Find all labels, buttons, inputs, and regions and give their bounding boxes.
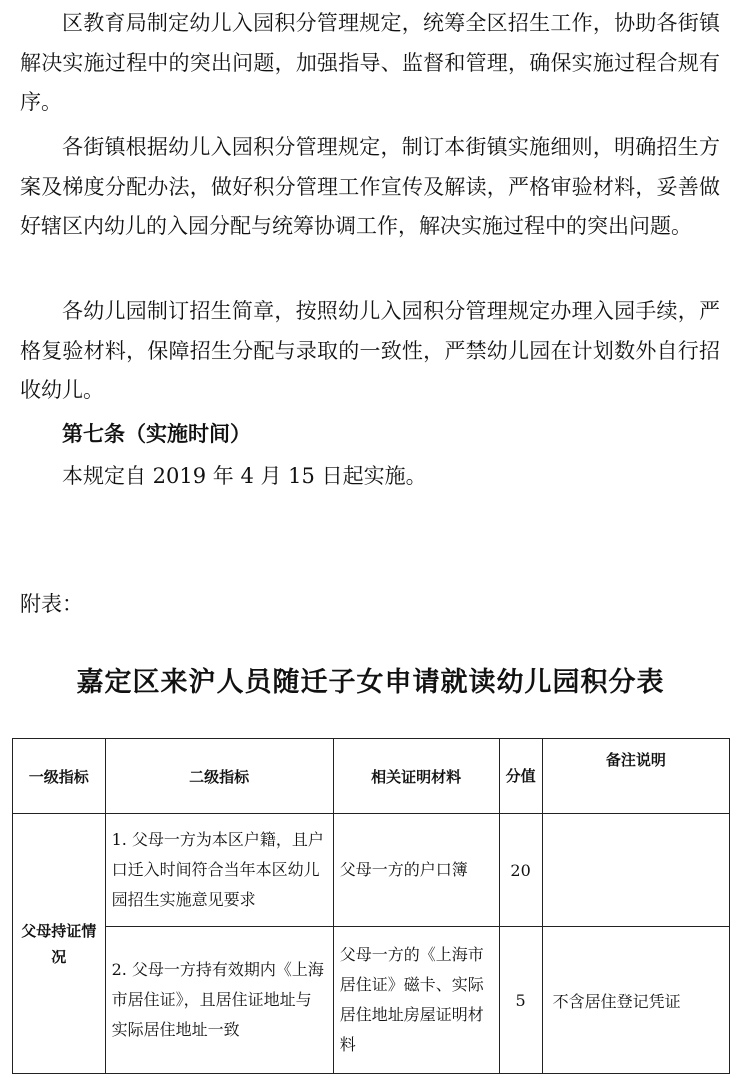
header-score: 分值	[499, 739, 542, 814]
paragraph-district-bureau: 区教育局制定幼儿入园积分管理规定，统筹全区招生工作，协助各街镇解决实施过程中的突出问题，加强指导、监督和管理，确保实施过程合规有序。	[20, 11, 720, 114]
table-row	[13, 927, 730, 1074]
header-materials: 相关证明材料	[333, 739, 499, 814]
header-level1: 一级指标	[13, 739, 106, 814]
remarks-cell	[542, 814, 729, 927]
score-cell: 5	[499, 927, 542, 1074]
remarks-cell: 不含居住登记凭证	[542, 927, 729, 1074]
paragraph-kindergartens: 各幼儿园制订招生简章，按照幼儿入园积分管理规定办理入园手续，严格复验材料，保障招生分配与录取的一致性，严禁幼儿园在计划数外自行招收幼儿。	[20, 299, 720, 402]
indicator-cell: 2. 父母一方持有效期内《上海市居住证》，且居住证地址与实际居住地址一致	[105, 927, 333, 1074]
article-heading: 第七条（实施时间）	[62, 422, 251, 446]
materials-cell: 父母一方的《上海市居住证》磁卡、实际居住地址房屋证明材料	[333, 927, 499, 1074]
table-row	[13, 814, 730, 927]
header-level2: 二级指标	[105, 739, 333, 814]
indicator-cell: 1. 父母一方为本区户籍，且户口迁入时间符合当年本区幼儿园招生实施意见要求	[105, 814, 333, 927]
points-table	[12, 738, 730, 1074]
effective-date-text: 本规定自 2019 年 4 月 15 日起实施。	[62, 464, 427, 488]
group-parent-permits: 父母持证情况	[13, 814, 106, 1074]
score-cell: 20	[499, 814, 542, 927]
paragraph-subdistricts: 各街镇根据幼儿入园积分管理规定，制订本街镇实施细则，明确招生方案及梯度分配办法，做好积分管理工作宣传及解读，严格审验材料，妥善做好辖区内幼儿的入园分配与统筹协调工作，解决实施过程中的突出问题。	[20, 135, 720, 238]
table-header-row	[13, 739, 730, 814]
header-remarks: 备注说明	[542, 739, 729, 814]
materials-cell: 父母一方的户口簿	[333, 814, 499, 927]
appendix-label: 附表：	[20, 592, 83, 616]
table-title: 嘉定区来沪人员随迁子女申请就读幼儿园积分表	[76, 667, 665, 698]
